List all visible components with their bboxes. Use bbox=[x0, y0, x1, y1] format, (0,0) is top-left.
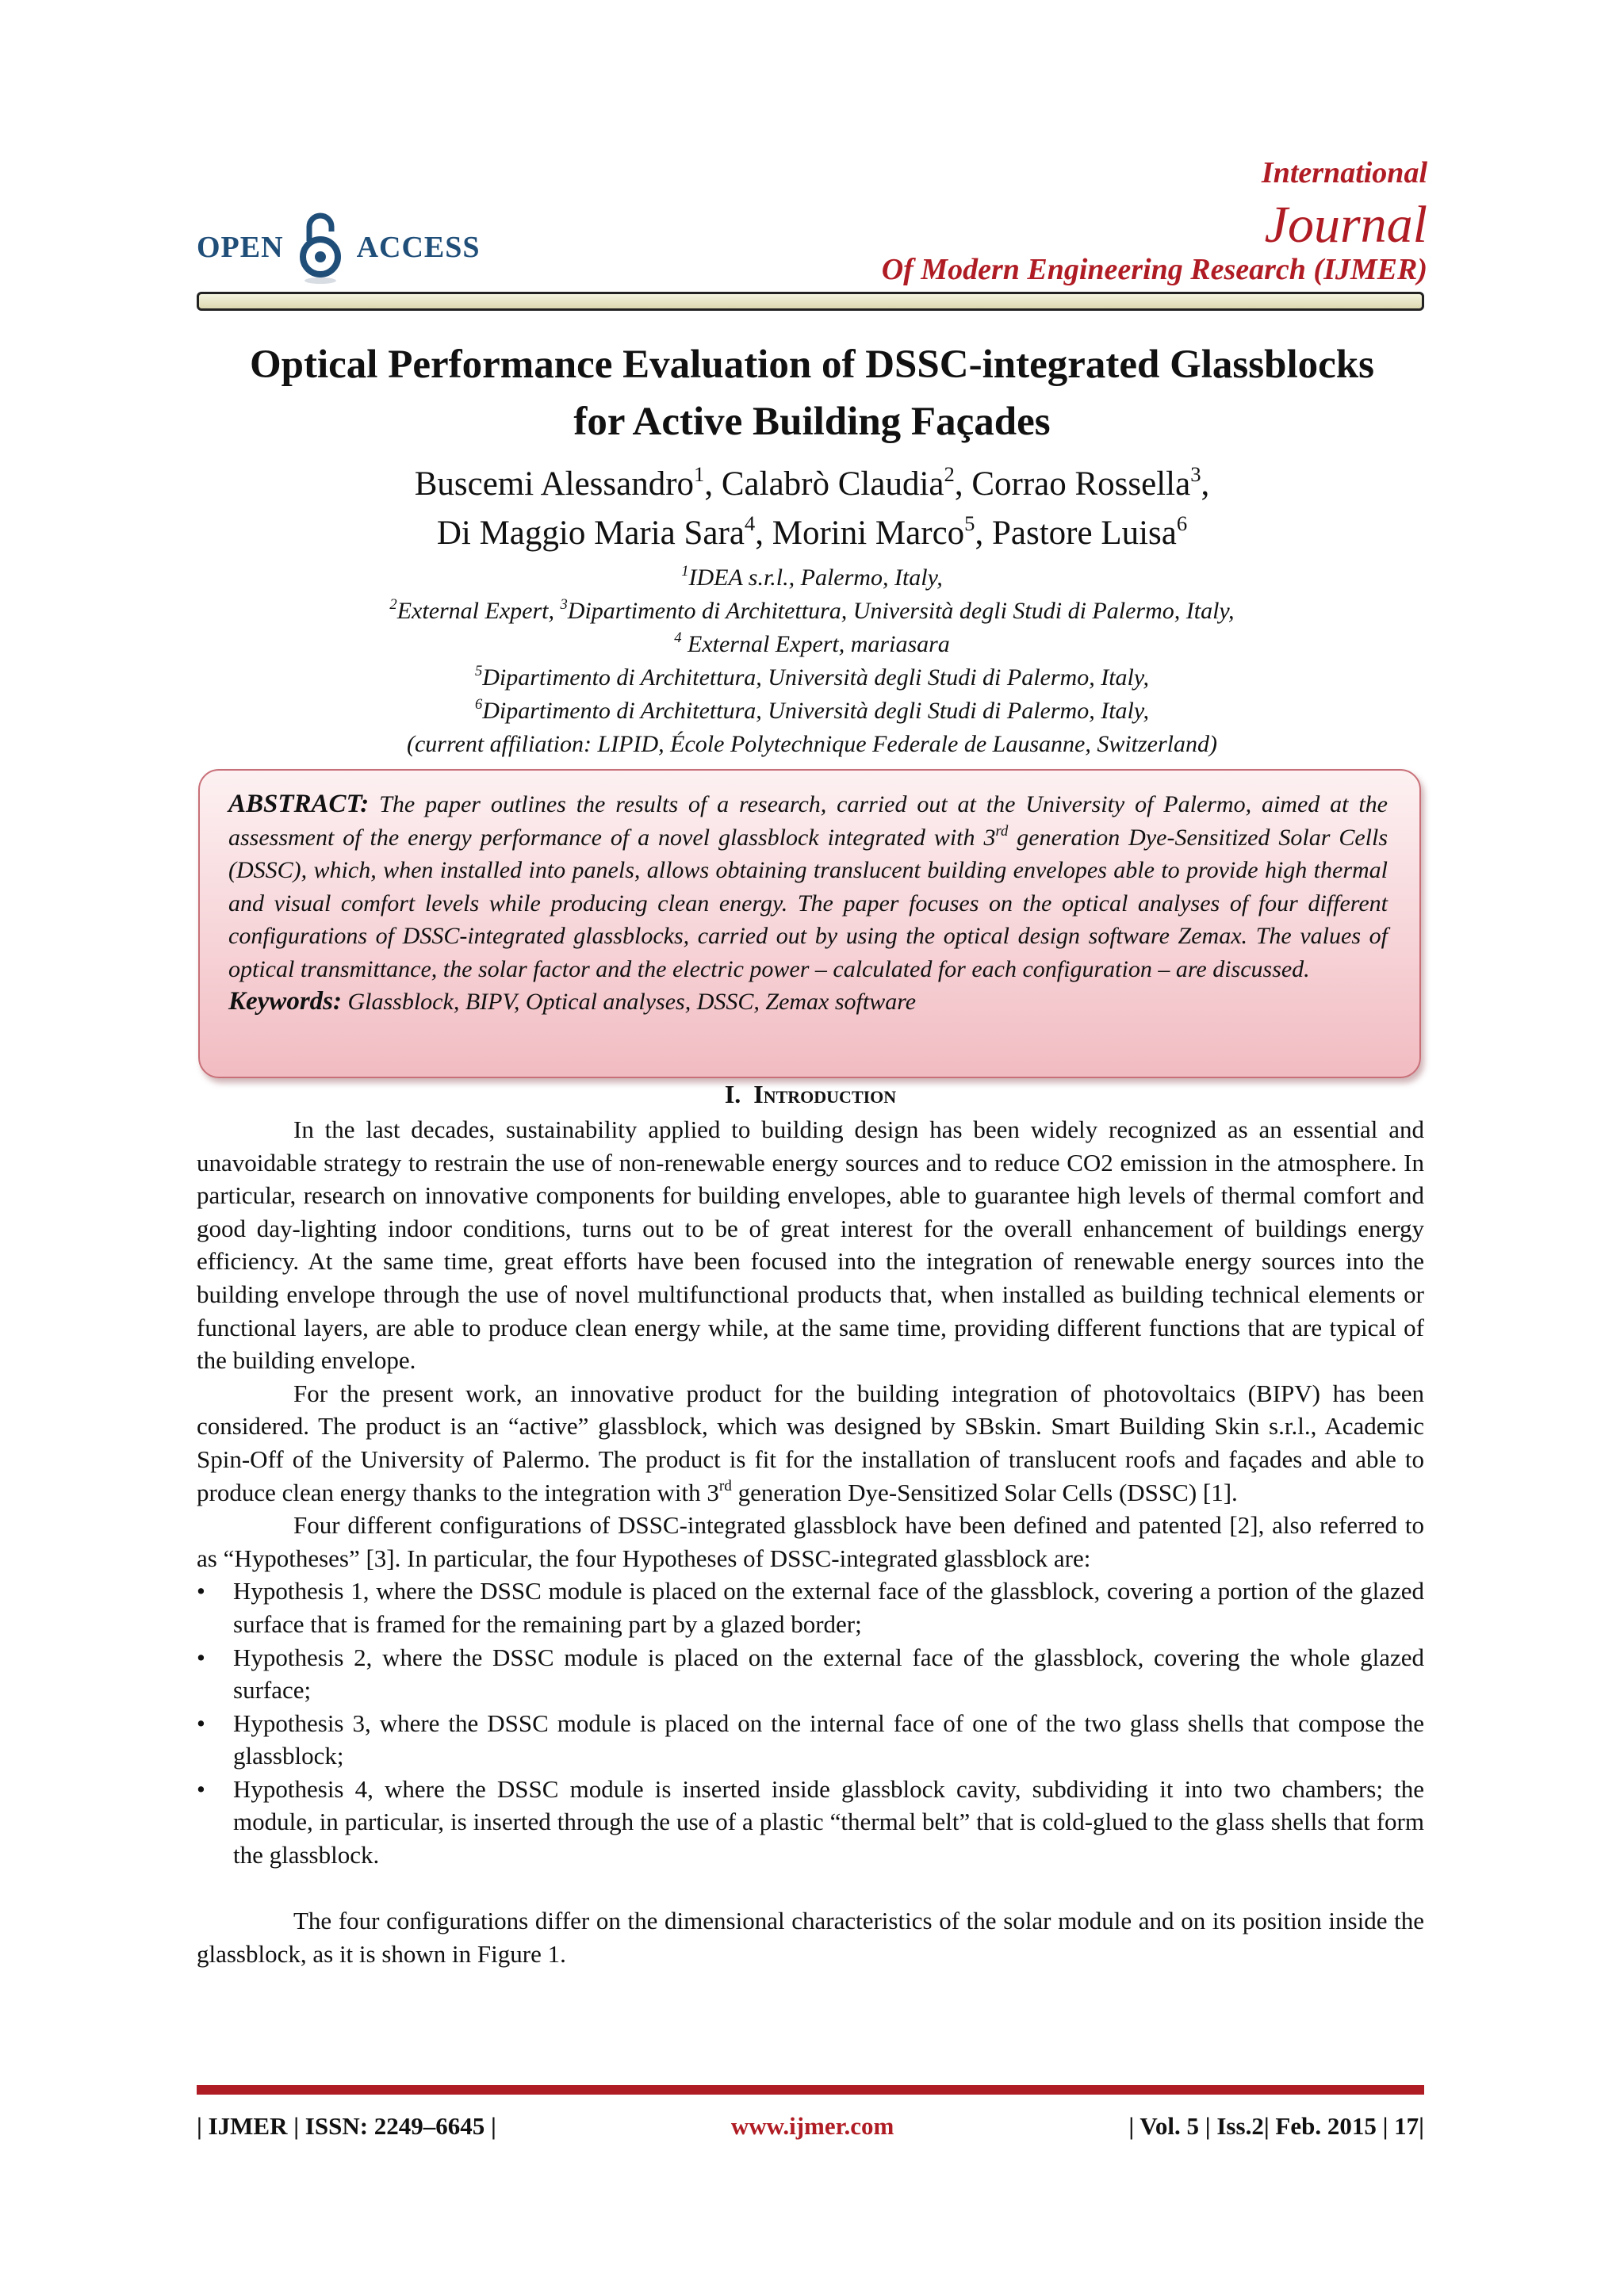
list-item: • Hypothesis 2, where the DSSC module is placed on the external face of the glassblock, covering the whole glazed surface; bbox=[233, 1641, 1424, 1707]
author-name: Calabrò Claudia bbox=[721, 465, 944, 503]
author-sup: 4 bbox=[744, 511, 756, 536]
paragraph: The four configurations differ on the dimensional characteristics of the solar module and on its position inside the glassblock, as it is shown in Figure 1. bbox=[197, 1907, 1424, 1968]
affiliation-current: (current affiliation: LIPID, École Polytechnique Federale de Lausanne, Switzerland) bbox=[406, 731, 1217, 757]
paragraph: Four different configurations of DSSC-integrated glassblock have been defined and patented [2], also referred to as “Hypotheses” [3]. In particular, the four Hypotheses of DSSC-integrated glassblock are: bbox=[197, 1511, 1424, 1572]
list-item: • Hypothesis 4, where the DSSC module is inserted inside glassblock cavity, subdividing it into two chambers; the module, in particular, is inserted through the use of a plastic “thermal belt” that is cold-glued to the glass shells that form the glassblock. bbox=[233, 1773, 1424, 1872]
author-name: Di Maggio Maria Sara bbox=[436, 515, 745, 552]
affiliation-5: $^5$Dipartimento di Architettura, Università degli Studi di Palermo, Italy, bbox=[474, 663, 1150, 691]
keywords-list: Glassblock, BIPV, Optical analyses, DSSC, Zemax software bbox=[342, 989, 917, 1015]
hypotheses-list bbox=[197, 1575, 1424, 1871]
footer-divider bbox=[197, 2085, 1424, 2095]
journal-name-line1: International bbox=[1261, 156, 1427, 189]
affiliation-6: $^6$Dipartimento di Architettura, Università degli Studi di Palermo, Italy, bbox=[474, 696, 1150, 724]
keywords-label: Keywords: bbox=[228, 987, 342, 1016]
journal-name-line3: Of Modern Engineering Research (IJMER) bbox=[881, 253, 1427, 286]
page-footer bbox=[197, 2112, 1424, 2141]
author-line-1: Buscemi Alessandro$^1$, Calabrò Claudia$^2$, Corrao Rossella$^3$, bbox=[414, 462, 1210, 503]
author-sup: 3 bbox=[1190, 462, 1201, 487]
section-heading: I. Introduction bbox=[724, 1080, 897, 1108]
list-item: • Hypothesis 3, where the DSSC module is placed on the internal face of one of the two glass shells that compose the glassblock; bbox=[233, 1707, 1424, 1773]
affiliation-1: $^1$IDEA s.r.l., Palermo, Italy, bbox=[681, 563, 943, 591]
footer-issn: | IJMER | ISSN: 2249–6645 | bbox=[197, 2112, 496, 2140]
title-line-2: for Active Building Façades bbox=[573, 400, 1051, 444]
header-divider bbox=[197, 292, 1424, 311]
abstract-text: ABSTRACT: The paper outlines the results of a research, carried out at the University of Palermo, aimed at the assessment of the energy performance of a novel glassblock integrated with 3rd generation Dye-Sensitized Solar Cells (DSSC), which, when installed into panels, allows obtaining translucent building envelopes able to provide high thermal and visual comfort levels while producing clean energy. The paper focuses on the optical analyses of four different configurations of DSSC-integrated glassblocks, carried out by using the optical design software Zemax. The values of optical transmittance, the solar factor and the electric power – calculated for each configuration – are discussed. bbox=[228, 790, 1388, 982]
paper-title bbox=[159, 336, 1465, 450]
open-access-logo bbox=[197, 209, 481, 285]
paragraph: For the present work, an innovative product for the building integration of photovoltaics (BIPV) has been considered. The product is an “active” glassblock, which was designed by SBskin. Smart Building Skin s.r.l., Academic Spin-Off of the University of Palermo. The product is fit for the installation of translucent roofs and façades and able to produce clean energy thanks to the integration with 3rd generation Dye-Sensitized Solar Cells (DSSC) [1]. bbox=[197, 1379, 1424, 1506]
author-sup: 5 bbox=[964, 511, 975, 536]
body-text bbox=[197, 1113, 1424, 1970]
open-label: OPEN bbox=[197, 231, 284, 264]
access-label: ACCESS bbox=[356, 231, 481, 264]
affiliations bbox=[159, 561, 1465, 761]
list-item: • Hypothesis 1, where the DSSC module is placed on the external face of the glassblock, covering a portion of the glazed surface that is framed for the remaining part by a glazed border; bbox=[233, 1575, 1424, 1640]
paragraph: In the last decades, sustainability applied to building design has been widely recognized as an essential and unavoidable strategy to restrain the use of non-renewable energy sources and to reduce CO2 emission in the atmosphere. In particular, research on innovative components for building envelopes, able to guarantee high levels of thermal comfort and good day-lighting indoor conditions, turns out to be of great interest for the overall enhancement of buildings energy efficiency. At the same time, great efforts have been focused into the integration of renewable energy sources into the building envelope through the use of novel multifunctional products that, when installed as building technical elements or functional layers, are able to produce clean energy while, at the same time, providing different functions that are typical of the building envelope. bbox=[197, 1115, 1424, 1375]
author-line-2: Di Maggio Maria Sara$^4$, Morini Marco$^5$, Pastore Luisa$^6$ bbox=[436, 511, 1188, 552]
open-access-lock-icon bbox=[298, 209, 343, 285]
keywords bbox=[228, 985, 1388, 1019]
author-list bbox=[159, 460, 1465, 558]
author-name: Morini Marco bbox=[772, 515, 965, 552]
author-sup: 6 bbox=[1176, 511, 1188, 536]
author-name: Corrao Rossella bbox=[971, 465, 1191, 503]
section-number: I. bbox=[724, 1080, 741, 1108]
abstract-box bbox=[198, 769, 1421, 1078]
affiliation-4: $^4$ External Expert, mariasara bbox=[674, 629, 950, 657]
footer-volume: | Vol. 5 | Iss.2| Feb. 2015 | 17| bbox=[1128, 2112, 1424, 2140]
abstract-label: ABSTRACT: bbox=[228, 790, 370, 818]
affiliation-2-3: $^2$External Expert, $^3$Dipartimento di Architettura, Università degli Studi di Palermo, Italy, bbox=[389, 596, 1235, 624]
footer-url[interactable]: www.ijmer.com bbox=[730, 2112, 894, 2140]
author-sup: 2 bbox=[944, 462, 955, 487]
journal-name-line2: Journal bbox=[1264, 196, 1427, 254]
author-sup: 1 bbox=[694, 462, 705, 487]
title-line-1: Optical Performance Evaluation of DSSC-integrated Glassblocks bbox=[249, 342, 1374, 387]
author-name: Buscemi Alessandro bbox=[414, 465, 695, 503]
author-name: Pastore Luisa bbox=[991, 515, 1177, 552]
